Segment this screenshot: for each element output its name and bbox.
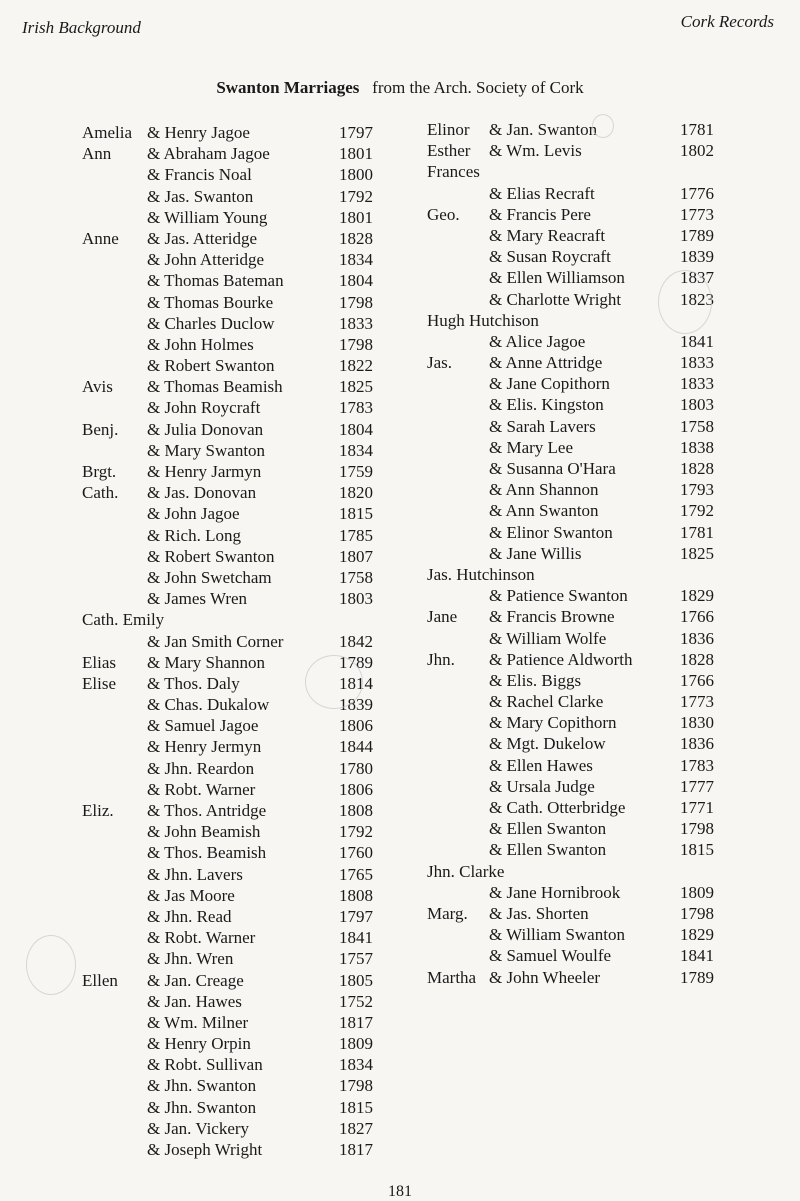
spouse-name: & Thomas Bateman xyxy=(147,271,284,291)
spouse-name: & Jhn. Read xyxy=(147,906,232,926)
marriage-year: 1822 xyxy=(339,356,373,376)
marriage-year: 1758 xyxy=(339,567,373,587)
bride-given-name: Cath. Emily xyxy=(82,610,165,630)
marriage-entry-row xyxy=(0,1097,400,1118)
marriage-year: 1785 xyxy=(339,525,373,545)
title-source: from the Arch. Society of Cork xyxy=(372,78,584,97)
coffee-stain-mark xyxy=(305,655,363,709)
marriage-year: 1834 xyxy=(339,440,373,460)
marriage-year: 1800 xyxy=(339,165,373,185)
marriage-year: 1830 xyxy=(680,713,714,733)
spouse-name: & Jas. Atteridge xyxy=(147,228,258,248)
marriage-year: 1789 xyxy=(680,967,714,987)
spouse-name: & Henry Orpin xyxy=(147,1034,251,1054)
marriage-entry-row xyxy=(0,183,800,204)
marriage-year: 1792 xyxy=(339,822,373,842)
marriage-year: 1806 xyxy=(339,716,373,736)
spouse-name: & John Swetcham xyxy=(147,567,272,587)
marriage-year: 1781 xyxy=(680,120,714,139)
spouse-name: & William Wolfe xyxy=(489,628,607,648)
marriage-year: 1789 xyxy=(680,225,714,245)
coffee-stain-mark xyxy=(592,114,614,138)
running-header-right: Cork Records xyxy=(680,12,774,31)
marriage-year: 1809 xyxy=(339,1034,373,1054)
marriage-year: 1792 xyxy=(680,501,714,521)
marriage-entry-row xyxy=(0,839,800,860)
marriage-entry-row xyxy=(0,373,800,394)
spouse-name: & Thos. Daly xyxy=(147,673,240,693)
marriage-year: 1833 xyxy=(339,313,373,333)
spouse-name: & John Jagoe xyxy=(147,504,240,524)
marriage-year: 1834 xyxy=(339,250,373,270)
marriage-year: 1844 xyxy=(339,737,373,757)
bride-given-name: Elise xyxy=(82,673,116,693)
bride-given-name: Elinor xyxy=(427,120,470,139)
marriage-year: 1808 xyxy=(339,885,373,905)
marriage-entry-row xyxy=(0,416,800,437)
marriage-year: 1765 xyxy=(339,864,373,884)
marriage-year: 1808 xyxy=(339,801,373,820)
marriage-entry-row xyxy=(0,649,800,670)
marriage-year: 1805 xyxy=(339,970,373,990)
marriage-entry-row xyxy=(0,500,800,521)
marriage-year: 1798 xyxy=(339,292,373,312)
spouse-name: & Jane Willis xyxy=(489,543,582,563)
marriage-year: 1825 xyxy=(680,543,714,563)
bride-given-name: Avis xyxy=(82,377,113,397)
marriage-entry-row xyxy=(0,755,800,776)
spouse-name: & Rachel Clarke xyxy=(489,692,604,712)
marriage-entry-row xyxy=(0,882,800,903)
spouse-name: & Jhn. Swanton xyxy=(147,1097,257,1117)
marriage-entry-row xyxy=(0,1075,400,1096)
bride-given-name: Hugh Hutchison xyxy=(427,310,539,330)
marriage-entry-row xyxy=(0,331,800,352)
marriage-entry-row xyxy=(0,204,800,225)
marriage-year: 1815 xyxy=(339,1097,373,1117)
marriage-year: 1797 xyxy=(339,906,373,926)
spouse-name: & Jan. Creage xyxy=(147,970,244,990)
spouse-name: & Elinor Swanton xyxy=(489,522,613,542)
spouse-name: & Wm. Levis xyxy=(489,141,582,161)
spouse-name: & Jhn. Wren xyxy=(147,949,234,969)
spouse-name: & Ellen Williamson xyxy=(489,268,625,288)
marriage-year: 1825 xyxy=(339,377,373,397)
coffee-stain-mark xyxy=(658,270,712,334)
marriage-entry-row xyxy=(0,1139,400,1160)
marriage-year: 1829 xyxy=(680,586,714,606)
spouse-name: & Robert Swanton xyxy=(147,546,275,566)
marriage-entry-row xyxy=(0,352,800,373)
spouse-name: & John Wheeler xyxy=(489,967,601,987)
marriage-entry-row xyxy=(0,1118,400,1139)
page-title xyxy=(0,78,800,98)
spouse-name: & John Roycraft xyxy=(147,398,261,418)
spouse-name: & Susanna O'Hara xyxy=(489,459,616,478)
marriage-year: 1828 xyxy=(680,459,714,478)
marriage-year: 1757 xyxy=(339,949,373,969)
spouse-name: & Robt. Warner xyxy=(147,928,256,948)
marriage-year: 1773 xyxy=(680,204,714,224)
marriage-entry-row xyxy=(0,522,800,543)
bride-given-name: Jhn. Clarke xyxy=(427,861,505,881)
spouse-name: & John Holmes xyxy=(147,334,254,354)
marriage-year: 1803 xyxy=(680,395,714,415)
marriage-entry-row xyxy=(0,458,800,479)
marriage-entry-row xyxy=(0,628,800,649)
marriage-year: 1837 xyxy=(680,268,714,288)
marriage-year: 1815 xyxy=(680,840,714,860)
spouse-name: & William Swanton xyxy=(489,925,625,945)
spouse-name: & James Wren xyxy=(147,589,248,609)
marriage-year: 1823 xyxy=(680,289,714,309)
marriage-year: 1806 xyxy=(339,779,373,799)
spouse-name: & Jane Copithorn xyxy=(489,374,610,394)
marriage-year: 1798 xyxy=(680,903,714,923)
spouse-name: & Jhn. Lavers xyxy=(147,864,243,884)
marriage-year: 1827 xyxy=(339,1118,373,1138)
spouse-name: & Chas. Dukalow xyxy=(147,695,270,715)
marriage-year: 1804 xyxy=(339,419,373,439)
spouse-name: & Jan. Swanton xyxy=(489,120,598,139)
marriage-year: 1760 xyxy=(339,843,373,863)
marriage-entry-row xyxy=(0,606,800,627)
bride-given-name: Amelia xyxy=(82,123,133,142)
marriage-year: 1798 xyxy=(680,819,714,839)
marriage-year: 1776 xyxy=(680,183,714,203)
page-number: 181 xyxy=(388,1183,412,1200)
marriage-entry-row xyxy=(0,1054,400,1075)
marriage-year: 1841 xyxy=(680,331,714,351)
spouse-name: & Charles Duclow xyxy=(147,313,275,333)
spouse-name: & Jan. Hawes xyxy=(147,991,242,1011)
bride-given-name: Benj. xyxy=(82,419,119,439)
bride-given-name: Marg. xyxy=(427,903,468,923)
marriage-year: 1797 xyxy=(339,123,373,142)
bride-given-name: Geo. xyxy=(427,204,460,224)
spouse-name: & Jhn. Swanton xyxy=(147,1076,257,1096)
marriage-entry-row xyxy=(0,543,800,564)
marriage-year: 1766 xyxy=(680,607,714,627)
marriage-entry-row xyxy=(0,818,800,839)
marriage-year: 1780 xyxy=(339,758,373,778)
spouse-name: & Mary Reacraft xyxy=(489,225,606,245)
marriage-year: 1834 xyxy=(339,1055,373,1075)
coffee-stain-mark xyxy=(26,935,76,995)
marriage-entry-row xyxy=(0,585,800,606)
marriage-year: 1828 xyxy=(680,649,714,669)
marriage-entry-row xyxy=(0,225,800,246)
spouse-name: & Jane Hornibrook xyxy=(489,882,621,902)
marriage-year: 1789 xyxy=(339,652,373,672)
right-column-marriage-list xyxy=(0,119,800,988)
spouse-name: & Anne Attridge xyxy=(489,353,603,373)
marriage-year: 1820 xyxy=(339,483,373,503)
spouse-name: & Thos. Beamish xyxy=(147,843,267,863)
spouse-name: & Sarah Lavers xyxy=(489,416,596,436)
marriage-year: 1815 xyxy=(339,504,373,524)
spouse-name: & Patience Swanton xyxy=(489,586,628,606)
marriage-entry-row xyxy=(0,733,800,754)
marriage-year: 1833 xyxy=(680,353,714,373)
marriage-entry-row xyxy=(0,161,800,182)
marriage-entry-row xyxy=(0,437,800,458)
marriage-entry-row xyxy=(0,903,800,924)
marriage-year: 1801 xyxy=(339,207,373,227)
spouse-name: & Mary Shannon xyxy=(147,652,266,672)
spouse-name: & Robt. Warner xyxy=(147,779,256,799)
spouse-name: & Alice Jagoe xyxy=(489,331,586,351)
marriage-entry-row xyxy=(0,712,800,733)
marriage-year: 1839 xyxy=(339,695,373,715)
marriage-year: 1752 xyxy=(339,991,373,1011)
spouse-name: & Francis Browne xyxy=(489,607,615,627)
marriage-entry-row xyxy=(0,564,800,585)
spouse-name: & Patience Aldworth xyxy=(489,649,633,669)
bride-given-name: Jas. xyxy=(427,353,453,373)
bride-given-name: Frances xyxy=(427,162,480,182)
marriage-entry-row xyxy=(0,670,800,691)
marriage-year: 1809 xyxy=(680,882,714,902)
spouse-name: & Jan. Vickery xyxy=(147,1118,250,1138)
marriage-year: 1798 xyxy=(339,1076,373,1096)
marriage-year: 1839 xyxy=(680,247,714,267)
bride-given-name: Esther xyxy=(427,141,471,161)
marriage-entry-row xyxy=(0,1033,400,1054)
spouse-name: & Jas. Donovan xyxy=(147,483,257,503)
bride-given-name: Jane xyxy=(427,607,458,627)
spouse-name: & Thomas Beamish xyxy=(147,377,283,397)
spouse-name: & Ann Swanton xyxy=(489,501,599,521)
spouse-name: & Ursala Judge xyxy=(489,776,595,796)
bride-given-name: Anne xyxy=(82,228,119,248)
marriage-year: 1842 xyxy=(339,631,373,651)
spouse-name: & Jan Smith Corner xyxy=(147,631,284,651)
bride-given-name: Cath. xyxy=(82,483,119,503)
spouse-name: & Ann Shannon xyxy=(489,480,599,500)
spouse-name: & Francis Noal xyxy=(147,165,252,185)
spouse-name: & Ellen Hawes xyxy=(489,755,593,775)
spouse-name: & Joseph Wright xyxy=(147,1140,263,1159)
spouse-name: & Jas. Swanton xyxy=(147,186,254,206)
marriage-entry-row xyxy=(0,1012,400,1033)
spouse-name: & Susan Roycraft xyxy=(489,247,611,267)
marriage-year: 1793 xyxy=(680,480,714,500)
spouse-name: & John Atteridge xyxy=(147,250,265,270)
spouse-name: & Jas. Shorten xyxy=(489,903,589,923)
marriage-year: 1771 xyxy=(680,798,714,817)
marriage-year: 1781 xyxy=(680,522,714,542)
spouse-name: & Elis. Biggs xyxy=(489,670,582,690)
spouse-name: & Cath. Otterbridge xyxy=(489,798,626,817)
spouse-name: & John Beamish xyxy=(147,822,261,842)
marriage-year: 1841 xyxy=(680,946,714,966)
title-main: Swanton Marriages xyxy=(216,78,360,97)
spouse-name: & Elis. Kingston xyxy=(489,395,604,415)
marriage-year: 1783 xyxy=(680,755,714,775)
marriage-entry-row xyxy=(0,967,800,988)
marriage-entry-row xyxy=(0,246,800,267)
marriage-year: 1807 xyxy=(339,546,373,566)
marriage-year: 1804 xyxy=(339,271,373,291)
marriage-year: 1777 xyxy=(680,776,714,796)
marriage-year: 1758 xyxy=(680,416,714,436)
bride-given-name: Martha xyxy=(427,967,477,987)
bride-given-name: Jhn. xyxy=(427,649,455,669)
spouse-name: & Julia Donovan xyxy=(147,419,264,439)
spouse-name: & William Young xyxy=(147,207,268,227)
marriage-year: 1792 xyxy=(339,186,373,206)
marriage-year: 1829 xyxy=(680,925,714,945)
bride-given-name: Jas. Hutchinson xyxy=(427,564,535,584)
marriage-year: 1828 xyxy=(339,228,373,248)
spouse-name: & Henry Jermyn xyxy=(147,737,262,757)
marriage-year: 1838 xyxy=(680,437,714,457)
spouse-name: & Henry Jarmyn xyxy=(147,462,262,481)
marriage-year: 1836 xyxy=(680,628,714,648)
marriage-year: 1801 xyxy=(339,144,373,164)
marriage-year: 1817 xyxy=(339,1012,373,1032)
spouse-name: & Robt. Sullivan xyxy=(147,1055,263,1075)
bride-given-name: Brgt. xyxy=(82,462,117,481)
spouse-name: & Elias Recraft xyxy=(489,183,595,203)
marriage-year: 1798 xyxy=(339,334,373,354)
marriage-year: 1783 xyxy=(339,398,373,418)
marriage-entry-row xyxy=(0,924,800,945)
marriage-year: 1802 xyxy=(680,141,714,161)
spouse-name: & Jhn. Reardon xyxy=(147,758,255,778)
spouse-name: & Mary Copithorn xyxy=(489,713,617,733)
marriage-entry-row xyxy=(0,945,800,966)
marriage-year: 1841 xyxy=(339,928,373,948)
spouse-name: & Ellen Swanton xyxy=(489,840,607,860)
marriage-year: 1803 xyxy=(339,589,373,609)
marriage-entry-row xyxy=(0,797,800,818)
marriage-year: 1817 xyxy=(339,1140,373,1159)
spouse-name: & Rich. Long xyxy=(147,525,241,545)
marriage-year: 1759 xyxy=(339,462,373,481)
spouse-name: & Mary Swanton xyxy=(147,440,266,460)
spouse-name: & Francis Pere xyxy=(489,204,591,224)
spouse-name: & Mary Lee xyxy=(489,437,574,457)
marriage-year: 1833 xyxy=(680,374,714,394)
marriage-entry-row xyxy=(0,140,800,161)
marriage-year: 1766 xyxy=(680,670,714,690)
spouse-name: & Ellen Swanton xyxy=(489,819,607,839)
running-header-left: Irish Background xyxy=(22,18,141,37)
bride-given-name: Ellen xyxy=(82,970,118,990)
bride-given-name: Ann xyxy=(82,144,112,164)
marriage-entry-row xyxy=(0,991,400,1012)
spouse-name: & Wm. Milner xyxy=(147,1012,249,1032)
marriage-year: 1773 xyxy=(680,692,714,712)
marriage-entry-row xyxy=(0,394,800,415)
spouse-name: & Samuel Jagoe xyxy=(147,716,259,736)
spouse-name: & Abraham Jagoe xyxy=(147,144,270,164)
marriage-year: 1814 xyxy=(339,673,373,693)
spouse-name: & Thomas Bourke xyxy=(147,292,274,312)
marriage-year: 1836 xyxy=(680,734,714,754)
spouse-name: & Charlotte Wright xyxy=(489,289,622,309)
spouse-name: & Mgt. Dukelow xyxy=(489,734,606,754)
bride-given-name: Elias xyxy=(82,652,116,672)
marriage-entry-row xyxy=(0,776,800,797)
marriage-entry-row xyxy=(0,861,800,882)
marriage-entry-row xyxy=(0,691,800,712)
spouse-name: & Samuel Woulfe xyxy=(489,946,612,966)
spouse-name: & Thos. Antridge xyxy=(147,801,267,820)
spouse-name: & Jas Moore xyxy=(147,885,235,905)
marriage-entry-row xyxy=(0,119,800,140)
bride-given-name: Eliz. xyxy=(82,801,114,820)
spouse-name: & Henry Jagoe xyxy=(147,123,250,142)
spouse-name: & Robert Swanton xyxy=(147,356,275,376)
marriage-entry-row xyxy=(0,479,800,500)
